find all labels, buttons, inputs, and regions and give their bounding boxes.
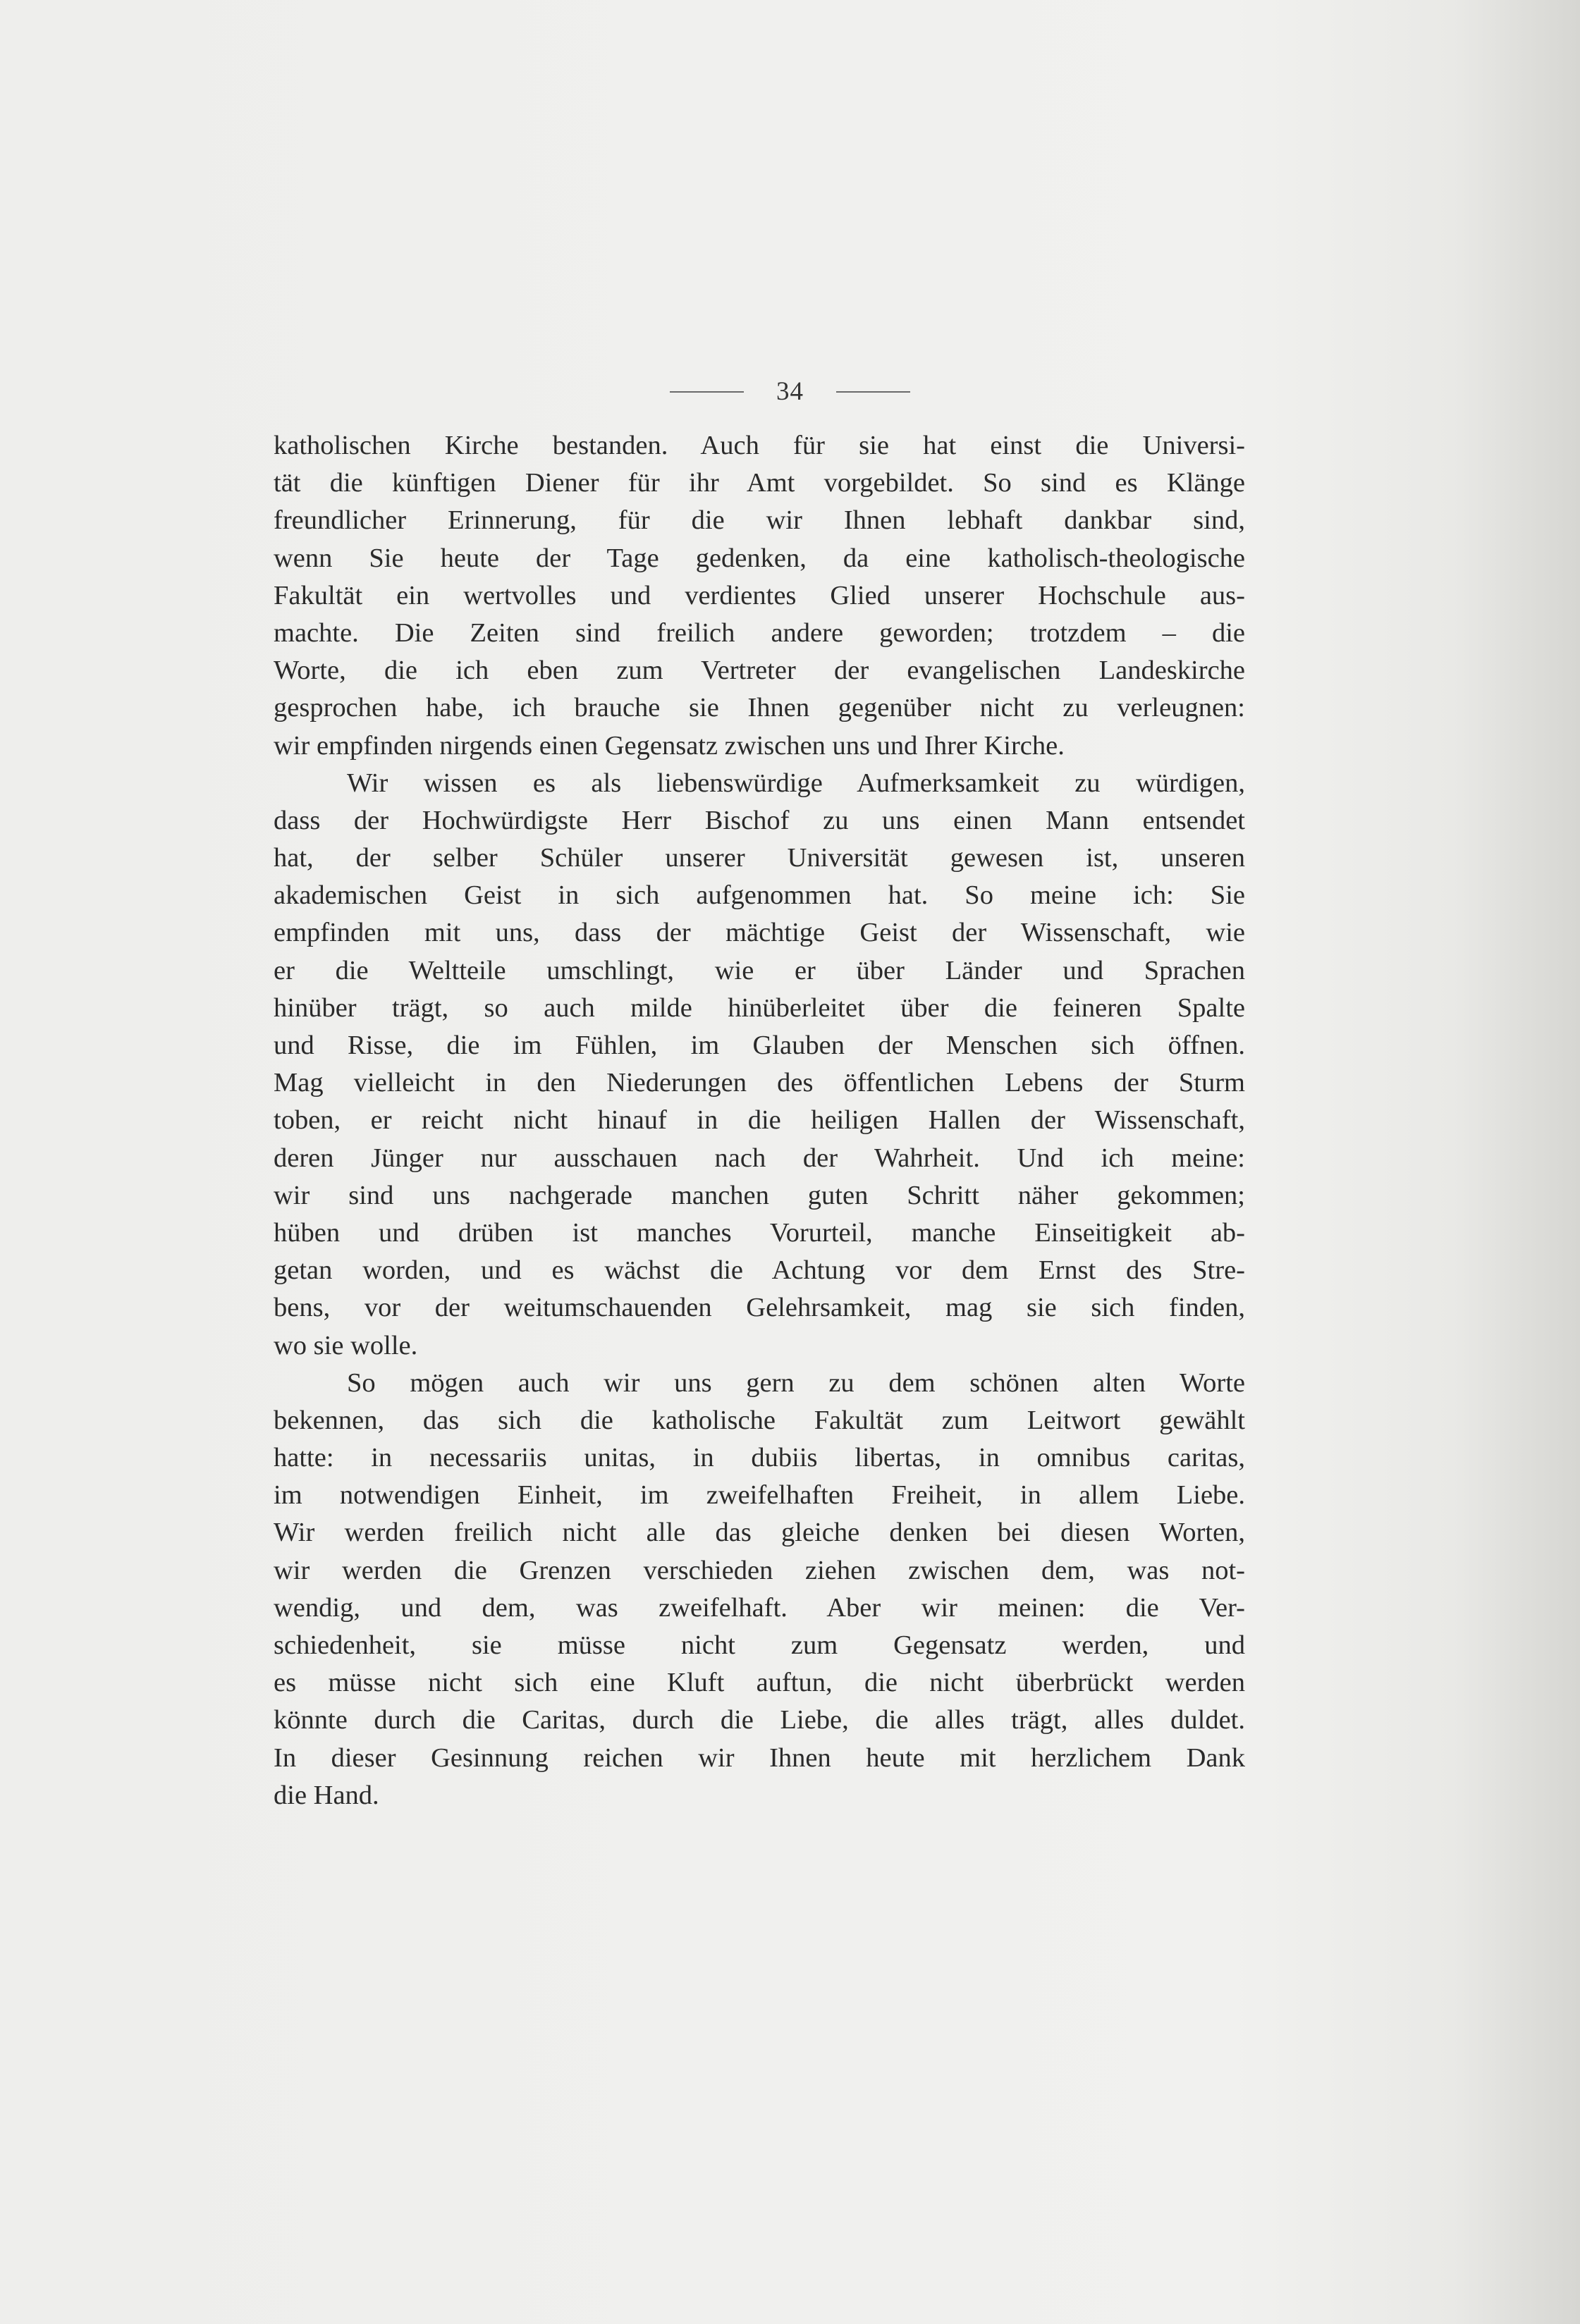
text-line: er die Weltteile umschlingt, wie er über Länder und Sprachen xyxy=(274,955,1245,985)
header-rule-left xyxy=(670,391,744,393)
text-line: freundlicher Erinnerung, für die wir Ihnen lebhaft dankbar sind, xyxy=(274,505,1245,536)
text-line: katholischen Kirche bestanden. Auch für sie hat einst die Universi- xyxy=(274,431,1245,460)
text-line: wir empfinden nirgends einen Gegensatz zwischen uns und Ihrer Kirche. xyxy=(274,730,1065,761)
text-line: hat, der selber Schüler unserer Universität gewesen ist, unseren xyxy=(274,843,1245,873)
text-line: Wir werden freilich nicht alle das gleiche denken bei diesen Worten, xyxy=(274,1518,1245,1548)
text-line: bekennen, das sich die katholische Fakultät zum Leitwort gewählt xyxy=(274,1405,1245,1435)
text-line: akademischen Geist in sich aufgenommen hat. So meine ich: Sie xyxy=(274,880,1245,911)
text-line: empfinden mit uns, dass der mächtige Geist der Wissenschaft, wie xyxy=(274,918,1245,948)
page-number: 34 xyxy=(776,377,804,406)
page-header xyxy=(0,376,1580,407)
text-line: toben, er reicht nicht hinauf in die heiligen Hallen der Wissenschaft, xyxy=(274,1105,1245,1136)
text-line: und Risse, die im Fühlen, im Glauben der Menschen sich öffnen. xyxy=(274,1031,1245,1060)
body-text xyxy=(274,427,1245,1814)
text-line: getan worden, und es wächst die Achtung vor dem Ernst des Stre- xyxy=(274,1255,1245,1286)
text-line: So mögen auch wir uns gern zu dem schönen alten Worte xyxy=(347,1367,1245,1398)
text-line: die Hand. xyxy=(274,1780,379,1810)
text-line: wenn Sie heute der Tage gedenken, da eine katholisch-theologische xyxy=(274,543,1245,573)
text-line: im notwendigen Einheit, im zweifelhaften Freiheit, in allem Liebe. xyxy=(274,1480,1245,1511)
text-line: wendig, und dem, was zweifelhaft. Aber wir meinen: die Ver- xyxy=(274,1592,1245,1623)
text-line: wir werden die Grenzen verschieden ziehen zwischen dem, was not- xyxy=(274,1555,1245,1585)
text-line: Worte, die ich eben zum Vertreter der evangelischen Landeskirche xyxy=(274,656,1245,686)
header-rule-right xyxy=(836,391,910,393)
text-line: hatte: in necessariis unitas, in dubiis libertas, in omnibus caritas, xyxy=(274,1443,1245,1473)
text-line: tät die künftigen Diener für ihr Amt vorgebildet. So sind es Klänge xyxy=(274,468,1245,498)
text-line: wir sind uns nachgerade manchen guten Schritt näher gekommen; xyxy=(274,1180,1245,1210)
text-line: hinüber trägt, so auch milde hinüberleitet über die feineren Spalte xyxy=(274,992,1245,1023)
text-line: Wir wissen es als liebenswürdige Aufmerksamkeit zu würdigen, xyxy=(347,768,1245,798)
text-line: gesprochen habe, ich brauche sie Ihnen gegenüber nicht zu verleugnen: xyxy=(274,693,1245,723)
text-line: hüben und drüben ist manches Vorurteil, manche Einseitigkeit ab- xyxy=(274,1217,1245,1248)
text-line: es müsse nicht sich eine Kluft auftun, die nicht überbrückt werden xyxy=(274,1668,1245,1698)
text-line: dass der Hochwürdigste Herr Bischof zu uns einen Mann entsendet xyxy=(274,805,1245,835)
text-line: bens, vor der weitumschauenden Gelehrsamkeit, mag sie sich finden, xyxy=(274,1293,1245,1323)
text-line: machte. Die Zeiten sind freilich andere geworden; trotzdem – die xyxy=(274,617,1245,648)
text-line: Fakultät ein wertvolles und verdientes Glied unserer Hochschule aus- xyxy=(274,580,1245,610)
text-line: In dieser Gesinnung reichen wir Ihnen heute mit herzlichem Dank xyxy=(274,1742,1245,1773)
text-line: könnte durch die Caritas, durch die Liebe, die alles trägt, alles duldet. xyxy=(274,1705,1245,1735)
text-line: schiedenheit, sie müsse nicht zum Gegensatz werden, und xyxy=(274,1630,1245,1660)
text-line: Mag vielleicht in den Niederungen des öffentlichen Lebens der Sturm xyxy=(274,1068,1245,1098)
text-line: deren Jünger nur ausschauen nach der Wahrheit. Und ich meine: xyxy=(274,1143,1245,1173)
text-line: wo sie wolle. xyxy=(274,1330,418,1360)
